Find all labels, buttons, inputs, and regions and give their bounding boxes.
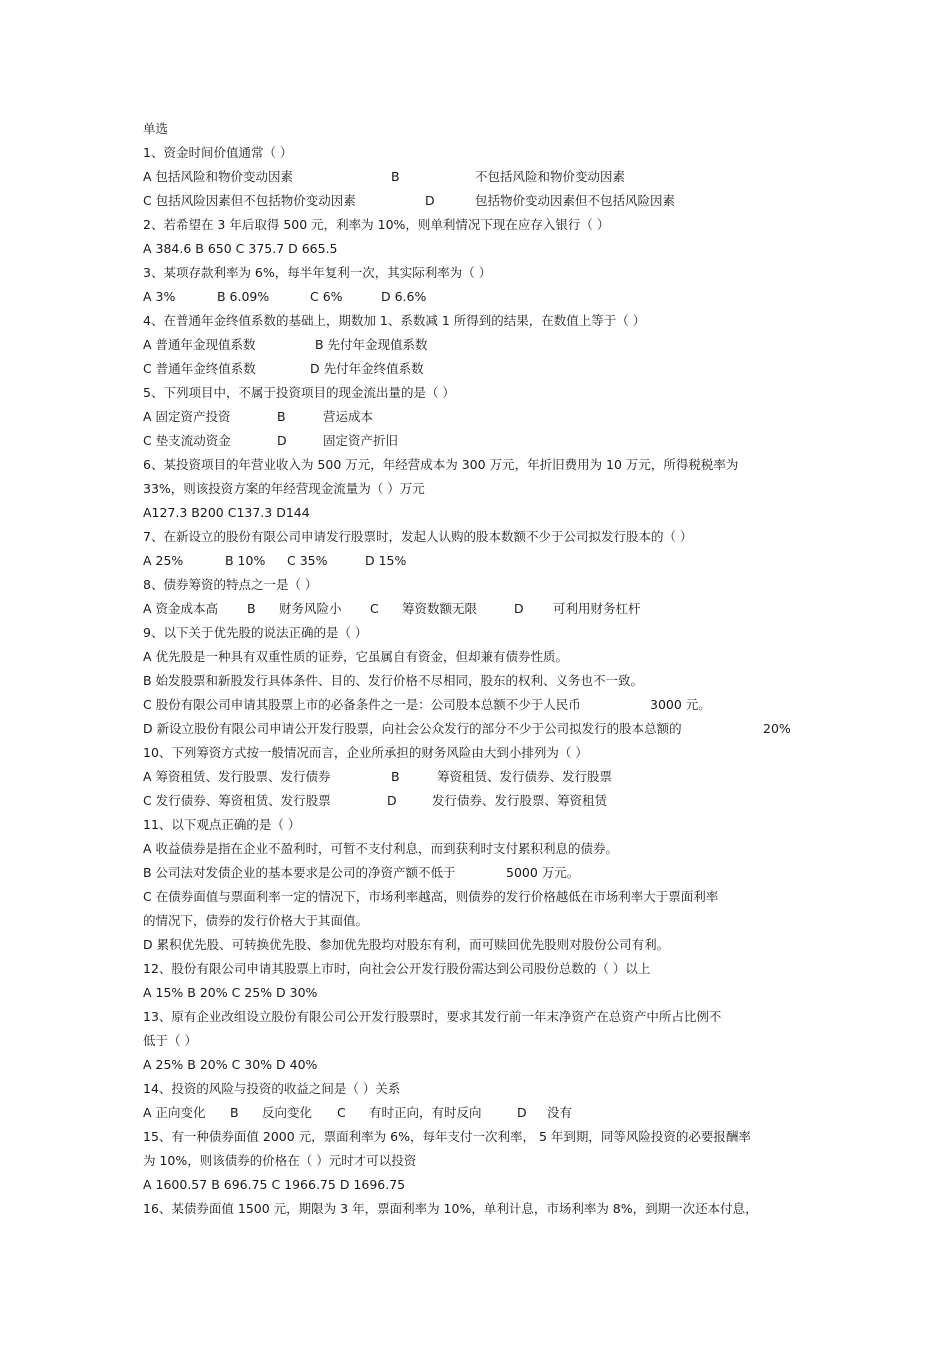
option-b: B 10% — [225, 553, 266, 568]
option-c-amount: 3000 元。 — [650, 697, 711, 712]
option-d: 包括物价变动因素但不包括风险因素 — [475, 193, 676, 208]
option-b-letter: B — [230, 1105, 239, 1120]
question-15-stem-continued: 为 10%，则该债券的价格在（ ）元时才可以投资 — [143, 1153, 417, 1168]
option-c-continued: 的情况下，债券的发行价格大于其面值。 — [143, 913, 369, 928]
question-7-stem: 7、在新设立的股份有限公司申请发行股票时，发起人认购的股本数额不少于公司拟发行股本的（ ） — [143, 529, 693, 544]
option-c: C 发行债券、筹资租赁、发行股票 — [143, 793, 331, 808]
option-d: D 新设立股份有限公司申请公开发行股票，向社会公众发行的部分不少于公司拟发行的股本总额的 — [143, 721, 682, 736]
option-d-letter: D — [514, 601, 524, 616]
option-c: C 股份有限公司申请其股票上市的必备条件之一是：公司股本总额不少于人民币 — [143, 697, 581, 712]
option-a: A 优先股是一种具有双重性质的证券，它虽属自有资金，但却兼有债券性质。 — [143, 649, 569, 664]
question-4-stem: 4、在普通年金终值系数的基础上，期数加 1、系数减 1 所得到的结果，在数值上等于（ ） — [143, 313, 646, 328]
question-10-stem: 10、下列筹资方式按一般情况而言，企业所承担的财务风险由大到小排列为（ ） — [143, 745, 588, 760]
option-c: C 普通年金终值系数 — [143, 361, 256, 376]
question-13-stem: 13、原有企业改组设立股份有限公司公开发行股票时，要求其发行前一年末净资产在总资产中所占比例不 — [143, 1009, 722, 1024]
question-2-options: A 384.6 B 650 C 375.7 D 665.5 — [143, 241, 338, 256]
option-d-letter: D — [517, 1105, 527, 1120]
option-b: 财务风险小 — [279, 601, 342, 616]
option-c: C 35% — [287, 553, 328, 568]
option-a: A 25% — [143, 553, 184, 568]
question-11-stem: 11、以下观点正确的是（ ） — [143, 817, 301, 832]
question-13-options: A 25% B 20% C 30% D 40% — [143, 1057, 318, 1072]
question-1-stem: 1、资金时间价值通常（ ） — [143, 145, 293, 160]
option-d: 可利用财务杠杆 — [553, 601, 641, 616]
option-b-amount: 5000 万元。 — [506, 865, 580, 880]
option-a: A 收益债券是指在企业不盈利时，可暂不支付利息，而到获利时支付累积利息的债券。 — [143, 841, 619, 856]
question-6-stem: 6、某投资项目的年营业收入为 500 万元，年经营成本为 300 万元，年折旧费用为 10 万元，所得税税率为 — [143, 457, 739, 472]
option-c: C 6% — [310, 289, 343, 304]
question-16-stem: 16、某债券面值 1500 元，期限为 3 年，票面利率为 10%，单利计息，市场利率为 8%，到期一次还本付息， — [143, 1201, 758, 1216]
option-c: 筹资数额无限 — [402, 601, 478, 616]
option-d-letter: D — [425, 193, 435, 208]
option-b: 不包括风险和物价变动因素 — [475, 169, 626, 184]
question-8-stem: 8、债券筹资的特点之一是（ ） — [143, 577, 318, 592]
option-d-percent: 20% — [763, 721, 791, 736]
question-3-stem: 3、某项存款利率为 6%，每半年复利一次，其实际利率为（ ） — [143, 265, 492, 280]
option-c-letter: C — [370, 601, 379, 616]
question-14-stem: 14、投资的风险与投资的收益之间是（ ）关系 — [143, 1081, 401, 1096]
option-a: A 3% — [143, 289, 176, 304]
option-d: 发行债券、发行股票、筹资租赁 — [432, 793, 608, 808]
option-c: C 包括风险因素但不包括物价变动因素 — [143, 193, 356, 208]
option-b: 反向变化 — [262, 1105, 313, 1120]
option-b-letter: B — [247, 601, 256, 616]
option-b: B 6.09% — [217, 289, 270, 304]
option-c: 有时正向，有时反向 — [369, 1105, 482, 1120]
option-d: D 6.6% — [381, 289, 427, 304]
section-title: 单选 — [143, 121, 169, 136]
option-a: A 资金成本高 — [143, 601, 219, 616]
option-b-letter: B — [277, 409, 286, 424]
option-b-letter: B — [391, 169, 400, 184]
option-a: A 固定资产投资 — [143, 409, 231, 424]
option-d: 没有 — [547, 1105, 573, 1120]
question-13-stem-continued: 低于（ ） — [143, 1033, 197, 1048]
option-b: B 先付年金现值系数 — [315, 337, 428, 352]
option-d-letter: D — [387, 793, 397, 808]
option-a: A 包括风险和物价变动因素 — [143, 169, 294, 184]
option-d: 固定资产折旧 — [323, 433, 399, 448]
question-12-stem: 12、股份有限公司申请其股票上市时，向社会公开发行股份需达到公司股份总数的（ ）以上 — [143, 961, 651, 976]
option-d: D 先付年金终值系数 — [310, 361, 424, 376]
option-b: B 公司法对发债企业的基本要求是公司的净资产额不低于 — [143, 865, 456, 880]
question-6-options: A127.3 B200 C137.3 D144 — [143, 505, 310, 520]
question-2-stem: 2、若希望在 3 年后取得 500 元，利率为 10%，则单利情况下现在应存入银行（ ） — [143, 217, 610, 232]
option-d-letter: D — [277, 433, 287, 448]
option-d: D 累积优先股、可转换优先股、参加优先股均对股东有利，而可赎回优先股则对股份公司有利。 — [143, 937, 670, 952]
option-b-letter: B — [391, 769, 400, 784]
option-c-letter: C — [337, 1105, 346, 1120]
question-15-options: A 1600.57 B 696.75 C 1966.75 D 1696.75 — [143, 1177, 406, 1192]
option-c: C 在债券面值与票面利率一定的情况下，市场利率越高，则债券的发行价格越低在市场利率大于票面利率 — [143, 889, 719, 904]
question-12-options: A 15% B 20% C 25% D 30% — [143, 985, 318, 1000]
option-a: A 筹资租赁、发行股票、发行债券 — [143, 769, 331, 784]
question-5-stem: 5、下列项目中，不属于投资项目的现金流出量的是（ ） — [143, 385, 455, 400]
question-15-stem: 15、有一种债券面值 2000 元，票面利率为 6%，每年支付一次利率， 5 年到期，同等风险投资的必要报酬率 — [143, 1129, 751, 1144]
option-d: D 15% — [365, 553, 407, 568]
option-c: C 垫支流动资金 — [143, 433, 231, 448]
option-a: A 普通年金现值系数 — [143, 337, 256, 352]
question-6-stem-continued: 33%，则该投资方案的年经营现金流量为（ ）万元 — [143, 481, 425, 496]
question-9-stem: 9、以下关于优先股的说法正确的是（ ） — [143, 625, 368, 640]
option-b: 筹资租赁、发行债券、发行股票 — [437, 769, 613, 784]
option-a: A 正向变化 — [143, 1105, 206, 1120]
option-b: 营运成本 — [323, 409, 374, 424]
option-b: B 始发股票和新股发行具体条件、目的、发行价格不尽相同，股东的权利、义务也不一致。 — [143, 673, 644, 688]
